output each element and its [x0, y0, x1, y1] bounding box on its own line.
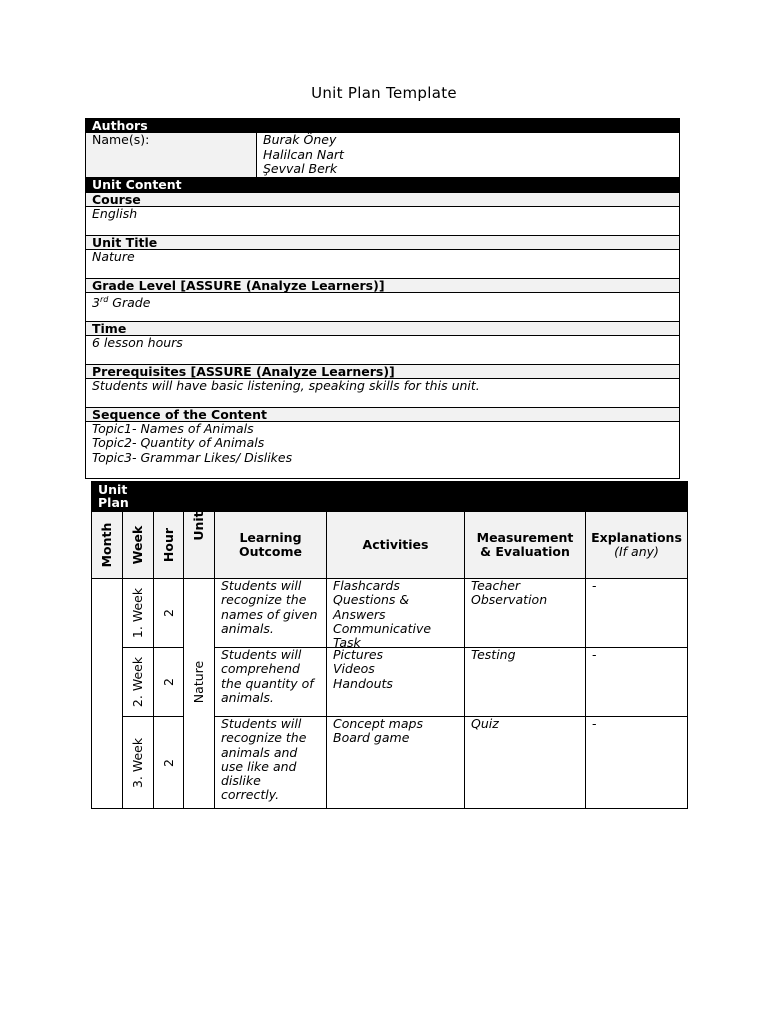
measurement-header: Measurement & Evaluation	[465, 512, 586, 579]
hour-cell: 2	[154, 579, 184, 648]
explanation-cell: -	[586, 717, 688, 809]
course-value: English	[86, 206, 680, 235]
names-label: Name(s):	[86, 133, 257, 177]
learning-outcome-cell: Students will recognize the names of given animals.	[215, 579, 327, 648]
week-header: Week	[123, 512, 154, 579]
activities-cell: Concept maps Board game	[327, 717, 465, 809]
week-cell: 2. Week	[123, 648, 154, 717]
unit-cell: Nature	[184, 579, 215, 809]
topic-item: Topic3- Grammar Likes/ Dislikes	[92, 449, 293, 465]
learning-outcome-cell: Students will comprehend the quantity of animals.	[215, 648, 327, 717]
unit-title-value: Nature	[86, 249, 680, 278]
topic-item: Topic2- Quantity of Animals	[92, 435, 265, 450]
prerequisites-value: Students will have basic listening, speaking skills for this unit.	[86, 378, 680, 407]
unit-title-label: Unit Title	[86, 235, 680, 249]
hour-cell: 2	[154, 648, 184, 717]
author-name: Halilcan Nart	[263, 146, 344, 162]
learning-outcome-header: Learning Outcome	[215, 512, 327, 579]
sequence-label: Sequence of the Content	[86, 407, 680, 421]
hour-header: Hour	[154, 512, 184, 579]
explanation-cell: -	[586, 648, 688, 717]
unit-header: Unit	[184, 512, 215, 579]
time-label: Time	[86, 321, 680, 335]
unit-form-table	[85, 118, 680, 479]
hour-cell: 2	[154, 717, 184, 809]
activities-cell: Flashcards Questions & Answers Communicative Task	[327, 579, 465, 648]
activities-header: Activities	[327, 512, 465, 579]
grade-level-label: Grade Level [ASSURE (Analyze Learners)]	[86, 278, 680, 292]
course-label: Course	[86, 192, 680, 206]
learning-outcome-cell: Students will recognize the animals and use like and dislike correctly.	[215, 717, 327, 809]
grade-level-value: 3rd Grade	[86, 292, 680, 321]
measurement-cell: Testing	[465, 648, 586, 717]
activities-cell: Pictures Videos Handouts	[327, 648, 465, 717]
unit-plan-table	[91, 481, 688, 809]
sequence-topics	[86, 421, 680, 478]
unit-content-header: Unit Content	[86, 177, 680, 192]
topic-item: Topic1- Names of Animals	[92, 420, 254, 436]
measurement-cell: Teacher Observation	[465, 579, 586, 648]
author-name: Şevval Berk	[263, 161, 338, 176]
author-names	[257, 133, 680, 177]
author-name: Burak Öney	[263, 132, 337, 147]
month-header: Month	[92, 512, 123, 579]
page-title: Unit Plan Template	[311, 84, 457, 102]
explanations-header: Explanations (If any)	[586, 512, 688, 579]
explanation-cell: -	[586, 579, 688, 648]
time-value: 6 lesson hours	[86, 335, 680, 364]
month-cell	[92, 579, 123, 809]
measurement-cell: Quiz	[465, 717, 586, 809]
authors-header: Authors	[86, 119, 680, 134]
unit-plan-header: Unit Plan	[92, 482, 688, 512]
prerequisites-label: Prerequisites [ASSURE (Analyze Learners)]	[86, 364, 680, 378]
week-cell: 3. Week	[123, 717, 154, 809]
week-cell: 1. Week	[123, 579, 154, 648]
